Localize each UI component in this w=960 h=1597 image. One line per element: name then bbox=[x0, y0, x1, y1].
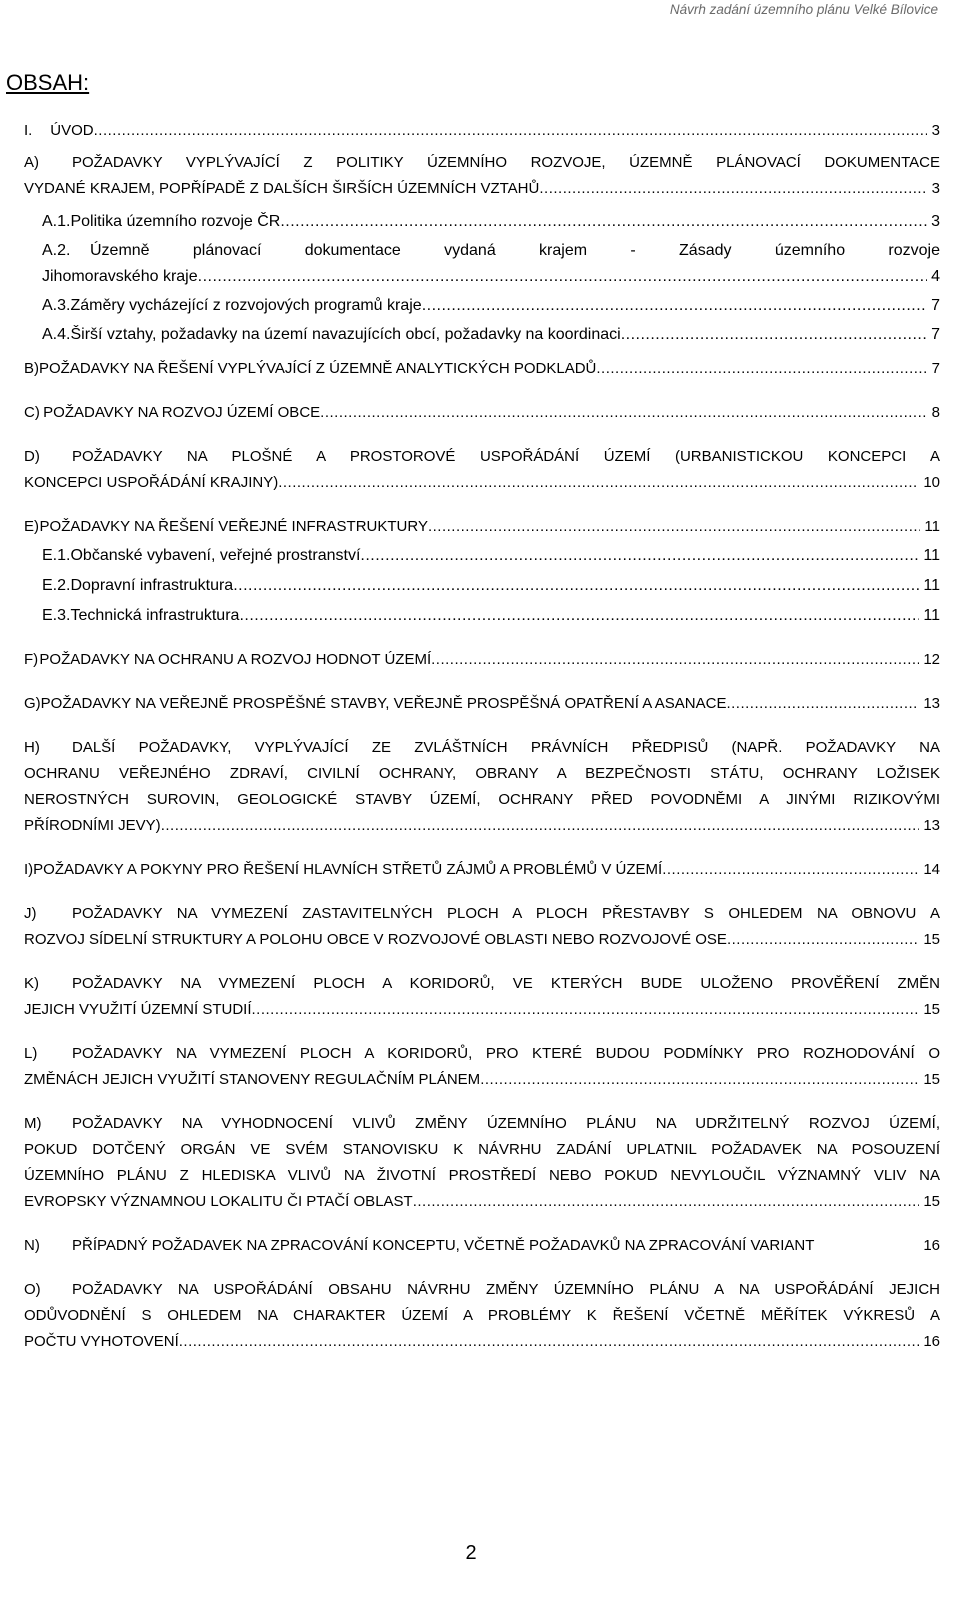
toc-entry-label: O) bbox=[24, 1281, 41, 1298]
toc-entry[interactable] bbox=[24, 573, 940, 599]
toc-entry-text: POŽADAVKY NA ŘEŠENÍ VEŘEJNÉ INFRASTRUKTURY bbox=[39, 518, 428, 535]
toc-entry-label: B) bbox=[24, 360, 39, 377]
toc-page-number: 15 bbox=[923, 931, 940, 948]
toc-entry[interactable] bbox=[24, 735, 940, 839]
toc-page-number: 7 bbox=[931, 326, 940, 343]
toc-entry-label: A.2. bbox=[42, 242, 71, 259]
toc-page-number: 11 bbox=[923, 577, 940, 594]
toc-entry-text: EVROPSKY VÝZNAMNOU LOKALITU ČI PTAČÍ OBLAST bbox=[24, 1193, 413, 1210]
toc-entry-text: OCHRANU VEŘEJNÉHO ZDRAVÍ, CIVILNÍ OCHRANY, OBRANY A BEZPEČNOSTI STÁTU, OCHRANY LOŽISEK bbox=[24, 765, 940, 782]
toc-entry[interactable] bbox=[24, 543, 940, 569]
toc-entry-label: E.3. bbox=[42, 607, 71, 624]
toc-page-number: 16 bbox=[923, 1237, 940, 1254]
toc-entry[interactable] bbox=[24, 691, 940, 717]
toc-entry-text: Širší vztahy, požadavky na území navazujících obcí, požadavky na koordinaci bbox=[70, 326, 621, 343]
toc-page-number: 13 bbox=[923, 695, 940, 712]
page-number: 2 bbox=[465, 1542, 477, 1564]
toc-dot-leader bbox=[278, 470, 919, 496]
toc-entry-label: E) bbox=[24, 518, 39, 535]
toc-page-number: 14 bbox=[923, 861, 940, 878]
toc-entry-label: I) bbox=[24, 861, 34, 878]
toc-entry[interactable] bbox=[24, 647, 940, 673]
toc-dot-leader bbox=[179, 1329, 919, 1355]
toc-page-number: 15 bbox=[923, 1001, 940, 1018]
toc-dot-leader bbox=[662, 857, 919, 883]
toc-page-number: 8 bbox=[931, 404, 940, 421]
toc-entry-text: POŽADAVKY NA ŘEŠENÍ VYPLÝVAJÍCÍ Z ÚZEMNĚ ANALYTICKÝCH PODKLADŮ bbox=[39, 360, 597, 377]
toc-dot-leader bbox=[428, 514, 920, 540]
toc-entry-label: A.3. bbox=[42, 297, 71, 314]
toc-entry-text: PŘÍRODNÍMI JEVY) bbox=[24, 817, 161, 834]
toc-entry-text: ÚZEMNÍHO PLÁNU Z HLEDISKA VLIVŮ NA ŽIVOTNÍ PROSTŘEDÍ NEBO POKUD NEVYLOUČIL VÝZNAMNÝ VLIV NA bbox=[24, 1167, 940, 1184]
toc-entry-label: C) bbox=[24, 404, 40, 421]
toc-entry-text: POKUD DOTČENÝ ORGÁN VE SVÉM STANOVISKU K NÁVRHU ZADÁNÍ UPLATNIL POŽADAVEK NA POSOUZENÍ bbox=[24, 1141, 940, 1158]
toc-entry-text: KONCEPCI USPOŘÁDÁNÍ KRAJINY) bbox=[24, 474, 279, 491]
toc-entry[interactable] bbox=[24, 901, 940, 953]
toc-page-number: 7 bbox=[931, 297, 940, 314]
toc-entry[interactable] bbox=[24, 1111, 940, 1215]
toc-entry-text: JEJICH VYUŽITÍ ÚZEMNÍ STUDIÍ bbox=[24, 1001, 252, 1018]
toc-entry-text: POŽADAVKY NA VYHODNOCENÍ VLIVŮ ZMĚNY ÚZEMNÍHO PLÁNU NA UDRŽITELNÝ ROZVOJ ÚZEMÍ, bbox=[72, 1115, 940, 1132]
toc-entry[interactable] bbox=[24, 356, 940, 382]
toc-entry-text: POŽADAVKY NA USPOŘÁDÁNÍ OBSAHU NÁVRHU ZMĚNY ÚZEMNÍHO PLÁNU A NA USPOŘÁDÁNÍ JEJICH bbox=[72, 1281, 940, 1298]
toc-page-number: 3 bbox=[931, 180, 940, 197]
toc-entry[interactable] bbox=[24, 238, 940, 290]
toc-entry-text: NEROSTNÝCH SUROVIN, GEOLOGICKÉ STAVBY ÚZEMÍ, OCHRANY PŘED POVODNĚMI A JINÝMI RIZIKOVÝMI bbox=[24, 791, 940, 808]
toc-entry-label: E.1. bbox=[42, 547, 71, 564]
toc-entry[interactable] bbox=[24, 293, 940, 319]
toc-dot-leader bbox=[422, 293, 927, 319]
toc-page-number: 3 bbox=[931, 213, 940, 230]
toc-entry-text: POČTU VYHOTOVENÍ bbox=[24, 1333, 179, 1350]
toc-page-number: 11 bbox=[924, 518, 940, 535]
toc-dot-leader bbox=[413, 1189, 919, 1215]
toc-entry[interactable] bbox=[24, 400, 940, 426]
toc-dot-leader bbox=[233, 573, 919, 599]
toc-entry[interactable] bbox=[24, 603, 940, 629]
toc-entry[interactable] bbox=[24, 1277, 940, 1355]
toc-dot-leader bbox=[252, 997, 920, 1023]
toc-dot-leader bbox=[539, 176, 927, 202]
toc-entry-label: K) bbox=[24, 975, 39, 992]
toc-page-number: 15 bbox=[923, 1071, 940, 1088]
toc-entry[interactable] bbox=[24, 514, 940, 540]
toc-entry-label: D) bbox=[24, 448, 40, 465]
toc-entry-text: Jihomoravského kraje bbox=[42, 268, 198, 285]
toc-entry[interactable] bbox=[24, 209, 940, 235]
toc-entry[interactable] bbox=[24, 1233, 940, 1259]
toc-entry[interactable] bbox=[24, 971, 940, 1023]
toc-dot-leader bbox=[621, 322, 927, 348]
toc-entry-label: M) bbox=[24, 1115, 42, 1132]
toc-entry[interactable] bbox=[24, 1041, 940, 1093]
toc-entry-text: DALŠÍ POŽADAVKY, VYPLÝVAJÍCÍ ZE ZVLÁŠTNÍCH PRÁVNÍCH PŘEDPISŮ (NAPŘ. POŽADAVKY NA bbox=[72, 739, 940, 756]
toc-entry-text: PŘÍPADNÝ POŽADAVEK NA ZPRACOVÁNÍ KONCEPTU, VČETNĚ POŽADAVKŮ NA ZPRACOVÁNÍ VARIANT bbox=[72, 1237, 815, 1254]
toc-dot-leader bbox=[239, 603, 919, 629]
toc-entry-text: POŽADAVKY NA VYMEZENÍ PLOCH A KORIDORŮ, PRO KTERÉ BUDOU PODMÍNKY PRO ROZHODOVÁNÍ O bbox=[72, 1045, 940, 1062]
toc-entry-label: A) bbox=[24, 154, 39, 171]
toc-entry[interactable] bbox=[24, 857, 940, 883]
toc-entry-label: F) bbox=[24, 651, 39, 668]
toc-dot-leader bbox=[320, 400, 927, 426]
toc-entry-text: POŽADAVKY VYPLÝVAJÍCÍ Z POLITIKY ÚZEMNÍHO ROZVOJE, ÚZEMNĚ PLÁNOVACÍ DOKUMENTACE bbox=[72, 154, 940, 171]
toc-dot-leader bbox=[726, 691, 919, 717]
toc-page-number: 12 bbox=[923, 651, 940, 668]
running-header: Návrh zadání územního plánu Velké Bílovice bbox=[669, 2, 938, 17]
toc-page-number: 16 bbox=[923, 1333, 940, 1350]
toc-dot-leader bbox=[94, 118, 928, 144]
toc-entry-text: Územně plánovací dokumentace vydaná krajem - Zásady územního rozvoje bbox=[90, 242, 940, 259]
toc-entry-label: A.1. bbox=[42, 213, 71, 230]
toc-entry[interactable] bbox=[24, 322, 940, 348]
toc-page-number: 3 bbox=[931, 122, 940, 139]
toc-page-number: 10 bbox=[923, 474, 940, 491]
toc-entry-label: A.4. bbox=[42, 326, 71, 343]
toc-entry-text: Politika územního rozvoje ČR bbox=[70, 213, 281, 230]
toc-entry-label: H) bbox=[24, 739, 40, 756]
toc-entry-label: N) bbox=[24, 1237, 40, 1254]
toc-entry-label: E.2. bbox=[42, 577, 71, 594]
toc-page-number: 7 bbox=[931, 360, 940, 377]
toc-entry-label: J) bbox=[24, 905, 37, 922]
toc-title: OBSAH: bbox=[6, 70, 90, 95]
toc-page-number: 4 bbox=[931, 268, 940, 285]
toc-page-number: 13 bbox=[923, 817, 940, 834]
table-of-contents bbox=[24, 118, 940, 1355]
toc-dot-leader bbox=[596, 356, 927, 382]
toc-entry-label: L) bbox=[24, 1045, 38, 1062]
toc-entry-text: POŽADAVKY NA VEŘEJNĚ PROSPĚŠNÉ STAVBY, VEŘEJNĚ PROSPĚŠNÁ OPATŘENÍ A ASANACE bbox=[40, 695, 727, 712]
toc-entry-text: ODŮVODNĚNÍ S OHLEDEM NA CHARAKTER ÚZEMÍ A PROBLÉMY K ŘEŠENÍ VČETNĚ MĚŘÍTEK VÝKRESŮ A bbox=[24, 1307, 940, 1324]
toc-entry-text: Občanské vybavení, veřejné prostranství bbox=[70, 547, 361, 564]
toc-dot-leader bbox=[727, 927, 919, 953]
toc-entry-text: Záměry vycházející z rozvojových programů kraje bbox=[70, 297, 422, 314]
toc-entry-text: ROZVOJ SÍDELNÍ STRUKTURY A POLOHU OBCE V ROZVOJOVÉ OBLASTI NEBO ROZVOJOVÉ OSE bbox=[24, 931, 727, 948]
toc-dot-leader bbox=[431, 647, 919, 673]
toc-entry[interactable] bbox=[24, 118, 940, 144]
toc-dot-leader bbox=[198, 264, 927, 290]
toc-page-number: 11 bbox=[923, 547, 940, 564]
toc-entry-text: Dopravní infrastruktura bbox=[70, 577, 234, 594]
toc-dot-leader bbox=[280, 209, 926, 235]
toc-entry-text: POŽADAVKY NA VYMEZENÍ ZASTAVITELNÝCH PLOCH A PLOCH PŘESTAVBY S OHLEDEM NA OBNOVU A bbox=[72, 905, 940, 922]
toc-entry-label: I. bbox=[24, 122, 33, 139]
toc-page-number: 15 bbox=[923, 1193, 940, 1210]
toc-entry-text: POŽADAVKY NA PLOŠNÉ A PROSTOROVÉ USPOŘÁDÁNÍ ÚZEMÍ (URBANISTICKOU KONCEPCI A bbox=[72, 448, 940, 465]
toc-entry-label: G) bbox=[24, 695, 41, 712]
toc-entry[interactable] bbox=[24, 444, 940, 496]
toc-dot-leader bbox=[360, 543, 919, 569]
toc-entry-text: VYDANÉ KRAJEM, POPŘÍPADĚ Z DALŠÍCH ŠIRŠÍCH ÚZEMNÍCH VZTAHŮ bbox=[24, 180, 540, 197]
toc-entry-text: POŽADAVKY NA VYMEZENÍ PLOCH A KORIDORŮ, VE KTERÝCH BUDE ULOŽENO PROVĚŘENÍ ZMĚN bbox=[72, 975, 940, 992]
toc-entry-text: POŽADAVKY NA OCHRANU A ROZVOJ HODNOT ÚZEMÍ bbox=[39, 651, 432, 668]
toc-dot-leader bbox=[161, 813, 919, 839]
toc-entry-text: POŽADAVKY NA ROZVOJ ÚZEMÍ OBCE bbox=[43, 404, 321, 421]
toc-entry-text: Technická infrastruktura bbox=[70, 607, 240, 624]
toc-page-number: 11 bbox=[923, 607, 940, 624]
toc-entry-text: ÚVOD bbox=[50, 122, 94, 139]
toc-entry-text: POŽADAVKY A POKYNY PRO ŘEŠENÍ HLAVNÍCH STŘETŮ ZÁJMŮ A PROBLÉMŮ V ÚZEMÍ bbox=[33, 861, 663, 878]
toc-entry[interactable] bbox=[24, 150, 940, 202]
toc-dot-leader bbox=[480, 1067, 919, 1093]
toc-entry-text: ZMĚNÁCH JEJICH VYUŽITÍ STANOVENY REGULAČNÍM PLÁNEM bbox=[24, 1071, 481, 1088]
